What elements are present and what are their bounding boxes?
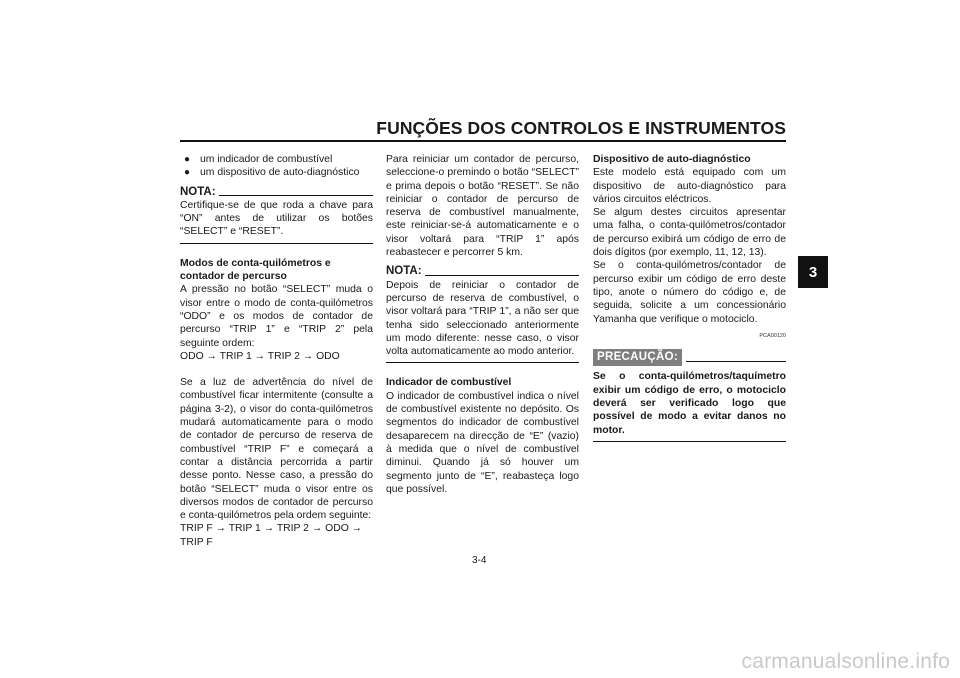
bullet-icon: ● [184,167,191,179]
note-header [386,265,579,278]
caution-text: Se o conta-quilómetros/taquímetro exibir um código de erro, o motociclo deverá ser verificado logo que possível de modo a evitar danos no motor. [593,371,786,436]
paragraph: Se algum destes circuitos apresentar uma falha, o conta-quilómetros/contador de percurso exibirá um código de erro de dois dígitos (por exemplo, 11, 12, 13). [593,207,786,259]
paragraph: O indicador de combustível indica o nível de combustível existente no depósito. Os segmentos do indicador de combustível desaparecem na direcção de “E” (vazio) à medida que o nível de combustível diminui. Quando já só houver um segmento junto de “E”, reabasteça logo que possível. [386,390,579,495]
paragraph: Se o conta-quilómetros/contador de percurso exibir um código de erro deste tipo, anote o número do código e, de seguida, solicite a um concessionário Yamanha que verifique o motociclo. [593,260,786,325]
watermark: carmanualsonline.info [741,650,950,673]
caution-header [593,349,786,366]
list-item [180,153,373,166]
note-text: Depois de reiniciar o contador de percurso de reserva de combustível, o visor voltará para “TRIP 1”, a não ser que tenha sido seleccionado anteriormente um modo diferente: nesse caso, o visor volta automaticamente ao modo anterior. [386,279,579,358]
page-number: 3-4 [472,555,487,566]
note-rule [219,195,373,196]
list-item [180,166,373,179]
bullet-text: um indicador de combustível [200,154,333,165]
bullet-icon: ● [184,154,191,165]
note-header [180,186,373,199]
column-1 [180,153,373,549]
note-label: NOTA: [386,265,422,278]
column-3 [593,153,786,442]
chapter-tab: 3 [798,256,828,288]
mode-sequence: TRIP F → TRIP 1 → TRIP 2 → ODO → TRIP F [180,523,363,548]
bullet-text: um dispositivo de auto-diagnóstico [200,167,360,179]
caution-label: PRECAUÇÃO: [593,349,682,366]
header-rule [180,140,786,142]
paragraph: Se a luz de advertência do nível de combustível ficar intermitente (consulte a página 3-2), o visor do conta-quilómetros mudará automaticamente para o modo de contador de percurso de reserva de combustível “TRIP F” e começará a contar a distância percorrida a partir desse ponto. Nesse caso, a pressão do botão “SELECT” muda o visor entre os diversos modos de contador de percurso e conta-quilómetros pela ordem seguinte: [180,377,373,522]
note-label: NOTA: [180,185,216,198]
paragraph: A pressão no botão “SELECT” muda o visor entre o modo de conta-quilómetros “ODO” e os modos de contador de percurso “TRIP 1” e “TRIP 2” pela seguinte ordem: [180,284,373,349]
column-2 [386,153,579,496]
paragraph: Para reiniciar um contador de percurso, seleccione-o premindo o botão “SELECT” e prima depois o botão “RESET”. Se não reiniciar o contador de percurso de reserva de combustível manualmente, este reiniciar-se-á automaticamente e o visor voltará para “TRIP 1” após reabastecer e percorrer 5 km. [386,154,579,259]
section-heading: Modos de conta-quilómetros e contador de percurso [180,257,331,283]
paragraph: Este modelo está equipado com um dispositivo de auto-diagnóstico para vários circuitos eléctricos. [593,167,786,205]
reference-code: PCA00120 [759,332,786,339]
caution-rule [686,361,786,362]
page-title: FUNÇÕES DOS CONTROLOS E INSTRUMENTOS [376,118,786,138]
note-text: Certifique-se de que roda a chave para “ON” antes de utilizar os botões “SELECT” e “RESET”. [180,199,373,238]
mode-sequence: ODO → TRIP 1 → TRIP 2 → ODO [180,350,340,362]
note-rule [425,275,579,276]
caution-end-rule [593,441,786,442]
section-heading: Indicador de combustível [386,377,512,389]
section-heading: Dispositivo de auto-diagnóstico [593,154,751,165]
